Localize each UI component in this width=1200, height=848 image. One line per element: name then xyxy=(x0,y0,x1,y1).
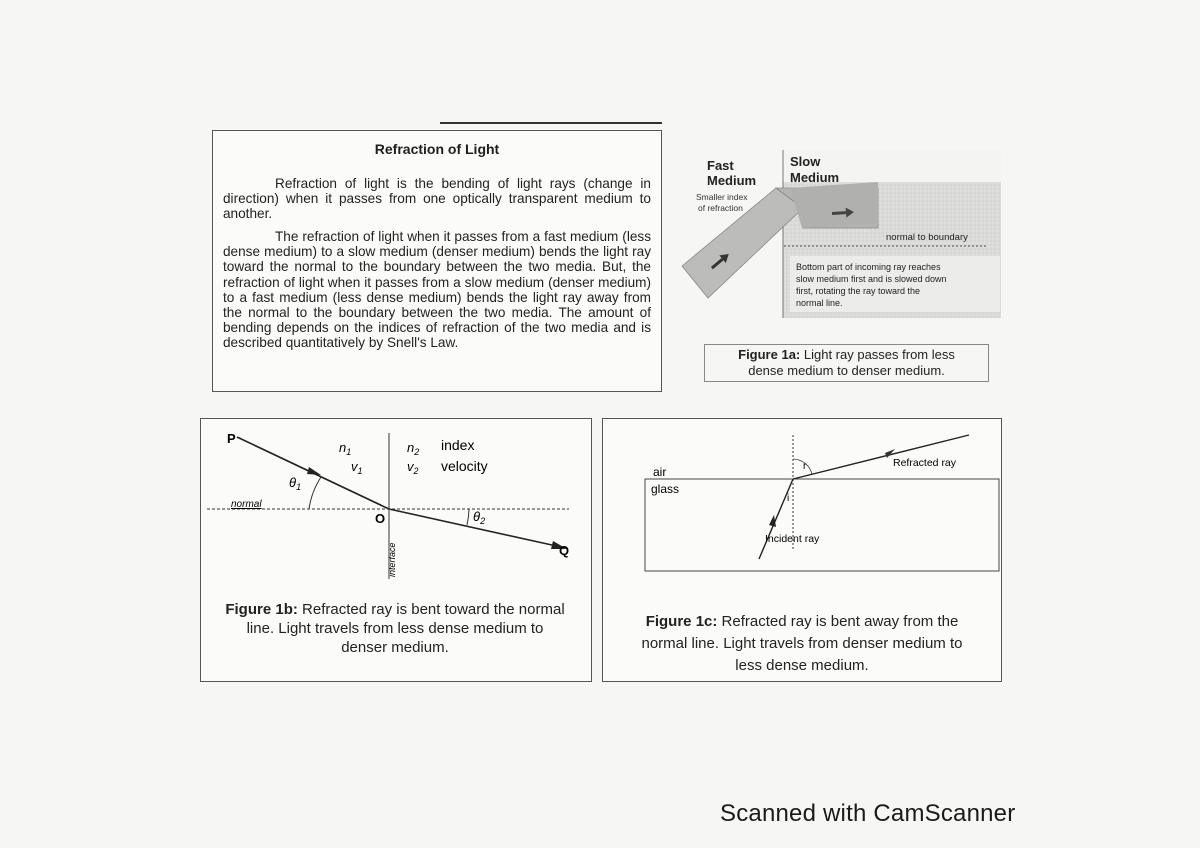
theta1-arc xyxy=(309,477,321,509)
incident-arrow-icon xyxy=(307,467,321,475)
velocity-label: velocity xyxy=(441,458,488,474)
page-title: Refraction of Light xyxy=(374,141,500,157)
interface-label: interface xyxy=(387,542,397,577)
label-Q: Q xyxy=(559,543,570,558)
fast-medium-label: Medium xyxy=(707,173,757,188)
fast-note-2: of refraction xyxy=(698,203,743,213)
figure-1a-caption-line2: dense medium to denser medium. xyxy=(748,363,945,378)
index-label: index xyxy=(441,437,475,453)
figure-1b-caption-line1: Refracted ray is bent toward the normal xyxy=(297,601,565,618)
paragraph-explanation: The refraction of light when it passes from a fast medium (less dense medium) to a slow medium (denser medium) bends the light ray toward the normal to the boundary between the two media. But, the refraction of light when it passes from a slow medium (denser medium) to a fast medium (less dense medium) bends the light ray away from the normal to the boundary between the two media. The amount of bending depends on the indices of refraction of the two media and is described quantitatively by Snell's Law. xyxy=(223,229,651,351)
figure-1b-caption-line3: denser medium. xyxy=(341,639,449,656)
figure-1a-caption-line1: Light ray passes from less xyxy=(800,347,955,362)
paragraph-definition: Refraction of light is the bending of light rays (change in direction) when it passes from one optically transparent medium to another. xyxy=(223,176,651,222)
incident-ray xyxy=(759,479,793,559)
label-O: O xyxy=(375,511,386,526)
figure-1b-caption-bold: Figure 1b: xyxy=(225,601,298,618)
figure-1a-caption xyxy=(704,344,989,382)
note-line-3: first, rotating the ray toward the xyxy=(796,286,921,296)
label-v2: $v_2$ xyxy=(407,459,419,476)
label-v1: $v_1$ xyxy=(351,459,363,476)
note-line-2: slow medium first and is slowed down xyxy=(796,274,947,284)
slow-medium-label: Medium xyxy=(790,170,840,185)
slow-label: Slow xyxy=(790,154,821,169)
figure-1b-caption-line2: line. Light travels from less dense medium to xyxy=(246,620,544,637)
incident-ray-label: Incident ray xyxy=(765,533,820,545)
fast-note: Smaller index xyxy=(696,192,748,202)
label-theta1: $\theta_1$ xyxy=(289,475,302,492)
note-line-1: Bottom part of incoming ray reaches xyxy=(796,262,941,272)
label-P: P xyxy=(227,431,236,446)
incident-arrow-icon xyxy=(769,515,776,527)
i-label: i xyxy=(787,493,790,504)
figure-1c-caption-bold: Figure 1c: xyxy=(645,613,718,630)
figure-1a-caption-bold: Figure 1a: xyxy=(738,347,801,362)
glass-label: glass xyxy=(651,482,680,496)
top-rule xyxy=(440,122,662,124)
theta2-arc xyxy=(467,509,469,525)
air-label: air xyxy=(653,465,667,479)
note-line-4: normal line. xyxy=(796,298,843,308)
label-n1: $n_1$ xyxy=(339,440,352,457)
figure-1c-caption-line3: less dense medium. xyxy=(735,657,869,674)
figure-1c-caption-line1: Refracted ray is bent away from the xyxy=(717,613,959,630)
fast-label: Fast xyxy=(707,158,734,173)
refracted-ray-label: Refracted ray xyxy=(893,457,957,469)
figure-1b-diagram xyxy=(201,419,591,599)
glass-block xyxy=(645,479,999,571)
label-n2: $n_2$ xyxy=(407,440,420,457)
figure-1b-caption xyxy=(205,600,585,657)
intro-text-box xyxy=(212,130,662,392)
figure-1c-diagram xyxy=(603,419,1001,599)
figure-1c-caption xyxy=(612,611,992,677)
normal-to-boundary-label: normal to boundary xyxy=(886,232,968,243)
label-theta2: $\theta_2$ xyxy=(473,509,486,526)
camscanner-watermark: Scanned with CamScanner xyxy=(720,800,1016,827)
r-label: r xyxy=(803,461,807,472)
figure-1a-diagram xyxy=(678,148,1003,318)
normal-label: normal xyxy=(231,499,262,510)
figure-1c-caption-line2: normal line. Light travels from denser medium to xyxy=(641,635,963,652)
